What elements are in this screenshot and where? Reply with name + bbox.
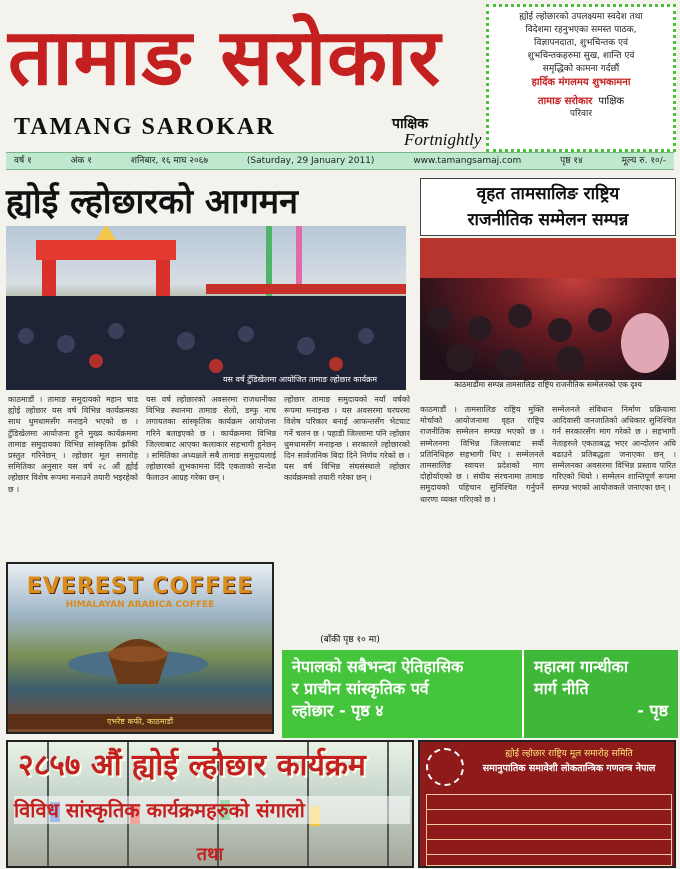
- website-link[interactable]: www.tamangsamaj.com: [413, 156, 522, 166]
- program-more: तथा: [196, 844, 224, 865]
- masthead-fortnightly: Fortnightly: [404, 130, 482, 149]
- ad-subtitle: HIMALAYAN ARABICA COFFEE: [65, 600, 215, 610]
- lead-photo-caption: यस वर्ष टुँडिखेलमा आयोजित तामाङ ल्होछार कार्यक्रम: [222, 375, 378, 384]
- program-title: २८५७ औं ह्योई ल्होछार कार्यक्रम: [18, 748, 366, 783]
- notice-sign-sub: पाक्षिक: [598, 96, 625, 107]
- ad-footer: एभरेष्ट कफी, काठमाडौं: [8, 714, 272, 729]
- committee-logo-icon: [426, 748, 464, 786]
- table-row: [427, 825, 671, 840]
- second-headline-line1: वृहत तामसालिङ राष्ट्रिय: [476, 184, 620, 204]
- notice-line: शुभचिन्तकहरुमा सुख, शान्ति एवं: [527, 51, 635, 61]
- table-row: [427, 840, 671, 855]
- lead-headline[interactable]: ह्योई ल्होछारको आगमन: [6, 182, 299, 222]
- committee-line2: समानुपातिक समावेशी लोकतान्त्रिक गणतन्त्र नेपाल: [482, 763, 656, 774]
- notice-highlight: हार्दिक मंगलमय शुभकामना: [531, 77, 631, 88]
- lhochhar-program-ad[interactable]: [6, 740, 414, 868]
- banner-right-line3: - पृष्ठ: [637, 701, 668, 720]
- banner-right-teaser[interactable]: [522, 650, 678, 738]
- issue-info-bar: [6, 152, 674, 170]
- second-column-2: सम्मेलनले संविधान निर्माण प्रक्रियामा आदिवासी जनजातिको अधिकार सुनिश्चित गर्न सरकारसँग माग गरेको छ । सहभागी नेताहरुले एकताबद्ध भएर आन्दोलन अघि बढाउने प्रतिबद्धता जनाएका छन् । सम्मेलनका अवसरमा विभिन्न प्रस्ताव पारित गरिएको थियो । सम्मेलन शान्तिपूर्ण रूपमा सम्पन्न भएको आयोजकले जनाएका छन् ।: [552, 405, 676, 493]
- masthead-title-english: TAMANG SAROKAR: [14, 114, 276, 140]
- committee-notice[interactable]: [418, 740, 676, 868]
- notice-line: समृद्धिको कामना गर्दछौं: [542, 64, 620, 74]
- lead-photo: [6, 226, 406, 390]
- lead-column-1: काठमाडौं । तामाङ समुदायको महान चाड ह्योई ल्होछार यस वर्ष विभिन्न कार्यक्रमका साथ धुमधामसँग मनाइने भएको छ । टुँडिखेलमा आयोजना हुने मुख्य कार्यक्रममा तामाङ समुदायका विभिन्न सांस्कृतिक झाँकी प्रस्तुत गरिनेछन् । ल्होछार मूल समारोह समितिका अनुसार यस वर्ष २८ औं ह्योई ल्होछार विशेष रूपमा मनाउने तयारी भइरहेको छ ।: [8, 395, 138, 494]
- everest-coffee-ad[interactable]: [6, 562, 274, 734]
- page-count: पृष्ठ १४: [560, 156, 583, 166]
- notice-signature: [495, 95, 667, 108]
- second-photo-drawing: [420, 238, 676, 380]
- banner-left-teaser[interactable]: [282, 650, 522, 738]
- committee-table: [426, 794, 672, 866]
- notice-sign-role: परिवार: [569, 109, 593, 119]
- ad-title: EVEREST COFFEE: [26, 574, 254, 599]
- price: मूल्य रु. १०/-: [621, 156, 666, 166]
- banner-left-line3: ल्होछार - पृष्ठ ४: [292, 701, 384, 720]
- issue-number: अंक १: [70, 156, 92, 166]
- masthead-pakshik: पाक्षिक: [392, 116, 428, 132]
- banner-left-line2: र प्राचीन सांस्कृतिक पर्व: [292, 679, 429, 698]
- lead-photo-drawing: [6, 226, 406, 390]
- banner-right-line2: मार्ग नीति: [534, 679, 589, 698]
- notice-line: विदेशमा रहनुभएका समस्त पाठक,: [525, 25, 637, 35]
- notice-line: ह्योई ल्होछारको उपलक्ष्यमा स्वदेश तथा: [519, 12, 643, 22]
- program-subtitle: विविध सांस्कृतिक कार्यक्रमहरुको संगालो: [14, 796, 410, 824]
- table-row: [427, 810, 671, 825]
- second-headline-line2: राजनीतिक सम्मेलन सम्पन्न: [467, 210, 629, 230]
- notice-line: विज्ञापनदाता, शुभचिन्तक एवं: [534, 38, 628, 48]
- second-photo-caption: काठमाडौंमा सम्पन्न तामसालिङ राष्ट्रिय राजनीतिक सम्मेलनको एक दृश्य: [454, 380, 642, 389]
- greeting-notice-box: [486, 4, 676, 152]
- second-headline-box[interactable]: [420, 178, 676, 236]
- lead-column-2: यस वर्ष ल्होछारको अवसरमा राजधानीका विभिन्न स्थानमा तामाङ सेलो, डम्फु नाच लगायतका सांस्कृतिक कार्यक्रम आयोजना गरिने बताइएको छ । कार्यक्रममा विभिन्न जिल्लाबाट आएका कलाकार सहभागी हुनेछन् । समितिका अध्यक्षले सबै तामाङ समुदायलाई ल्होछारको शुभकामना दिँदै एकताको सन्देश फैलाउन आग्रह गरेका छन् ।: [146, 395, 276, 483]
- masthead-title-nepali: तामाङ सरोकार: [8, 12, 442, 103]
- second-column-1: काठमाडौं । तामसालिङ राष्ट्रिय मुक्ति मोर्चाको आयोजनामा वृहत राष्ट्रिय राजनीतिक सम्मेलन सम्पन्न भएको छ । सम्मेलनमा विभिन्न जिल्लाबाट सयौं प्रतिनिधिहरु सहभागी थिए । सम्मेलनले तामसालिङ स्वायत्त प्रदेशको माग दोहोर्याएको छ । संघीय संरचनामा तामाङ समुदायको पहिचान सुनिश्चित गर्नुपर्ने धारणा व्यक्त गरिएको छ ।: [420, 405, 544, 504]
- issue-year: वर्ष १: [14, 156, 32, 166]
- table-row: [427, 795, 671, 810]
- committee-line1: ह्योई ल्होछार राष्ट्रिय मूल समारोह समिति: [505, 749, 633, 759]
- coffee-cup-icon: [8, 564, 274, 734]
- second-photo: [420, 238, 676, 380]
- lead-continued[interactable]: (बाँकी पृष्ठ १० मा): [320, 635, 380, 645]
- banner-left-line1: नेपालको सबैभन्दा ऐतिहासिक: [292, 657, 464, 676]
- issue-date-english: (Saturday, 29 January 2011): [246, 156, 375, 166]
- green-banner: [282, 650, 678, 738]
- lead-column-3: ल्होछार तामाङ समुदायको नयाँ वर्षको रूपमा मनाइन्छ । यस अवसरमा घरघरमा विशेष परिकार बनाई आफन्तसँग भेटघाट गर्ने चलन छ । पहाडी जिल्लामा पनि ल्होछार धुमधामसँग मनाइन्छ । सरकारले ल्होछारको दिन सार्वजनिक बिदा दिने निर्णय गरेको छ । यस वर्ष विभिन्न संघसंस्थाले ल्होछार कार्यक्रमको तयारी गरेका छन् ।: [284, 395, 410, 483]
- notice-sign-name: तामाङ सरोकार: [537, 96, 593, 107]
- banner-right-line1: महात्मा गान्धीका: [534, 657, 628, 676]
- issue-date-nepali: शनिबार, १६ माघ २०६७: [130, 156, 209, 166]
